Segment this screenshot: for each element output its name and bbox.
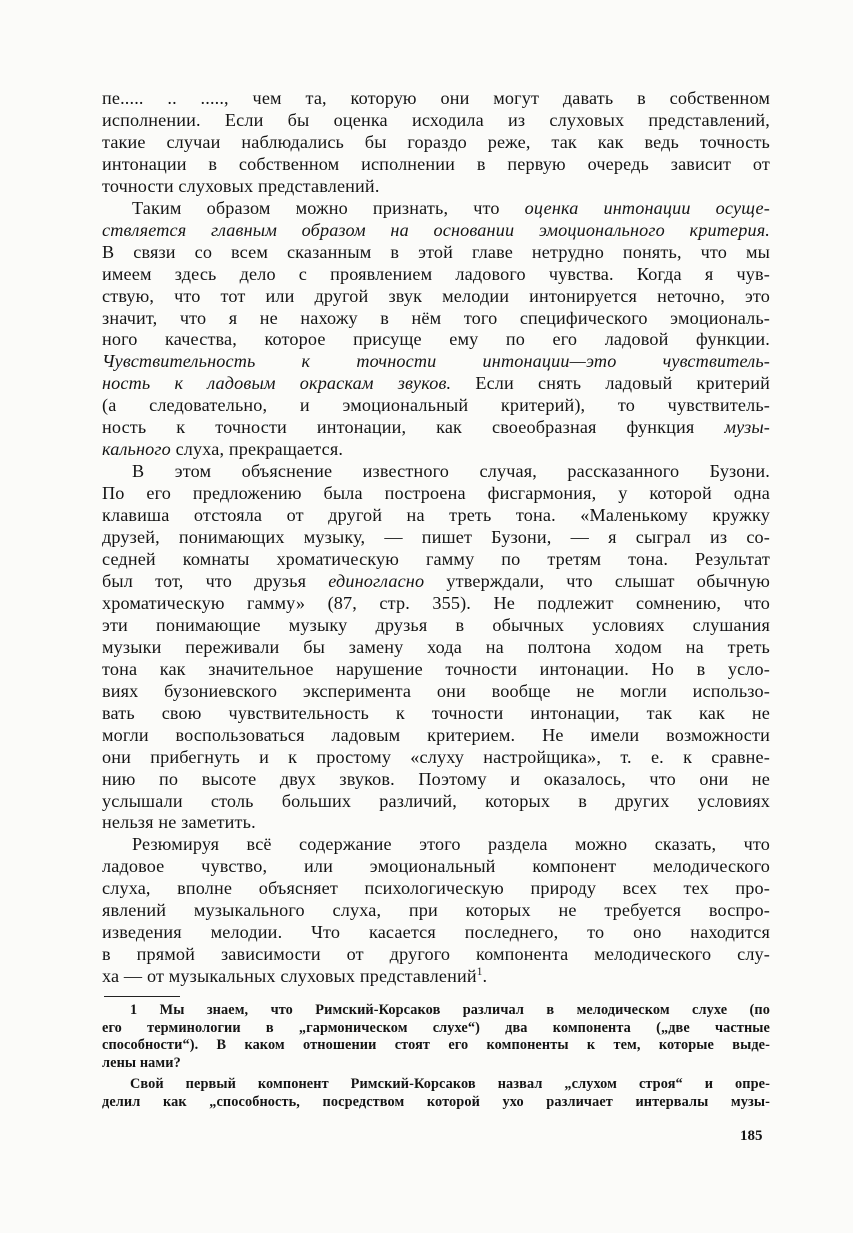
text-line: эти понимающие музыку друзья в обычных условиях слушания <box>102 614 770 635</box>
page-number: 185 <box>740 1128 763 1144</box>
footnote-line: делил как „способность, посредством которой ухо различает интервалы музы- <box>102 1093 770 1110</box>
text-line: музыки переживали бы замену хода на полтона ходом на треть <box>102 636 770 657</box>
text-line: точности слуховых представлений. <box>102 175 380 196</box>
text-line: Чувствительность к точности интонации—это чувствитель- <box>102 351 770 372</box>
footnote-1 <box>102 1002 770 1072</box>
text-line: Резюмируя всё содержание этого раздела можно сказать, что <box>132 834 770 855</box>
text-line: был тот, что друзья единогласно утверждали, что слышат обычную <box>102 570 770 591</box>
footnote-line: лены нами? <box>102 1054 181 1071</box>
text-line: седней комнаты хроматическую гамму по третям тона. Результат <box>102 549 770 570</box>
text-line: могли воспользоваться ладовым критерием. Не имели возможности <box>102 724 770 745</box>
text-line: хроматическую гамму» (87, стр. 355). Не подлежит сомнению, что <box>102 592 770 613</box>
text-line: В связи со всем сказанным в этой главе нетрудно понять, что мы <box>102 241 770 262</box>
text-line: клавиша отстояла от другой на треть тона. «Маленькому кружку <box>102 505 770 526</box>
text-line: В этом объяснение известного случая, рассказанного Бузони. <box>132 461 770 482</box>
footnote-mark: 1 <box>476 966 483 979</box>
footnote-line: Свой первый компонент Римский-Корсаков назвал „слухом строя“ и опре- <box>130 1076 770 1093</box>
main-text <box>102 88 770 988</box>
paragraph-2 <box>102 198 770 461</box>
text-line: такие случаи наблюдались бы гораздо реже, так как ведь точность <box>102 131 770 152</box>
text-line: пе..... .. ....., чем та, которую они могут давать в собственном <box>102 88 770 108</box>
text-line: значит, что я не нахожу в нём того специфического эмоциональ- <box>102 307 770 328</box>
text-line: услышали столь больших различий, которых в других условиях <box>102 790 770 811</box>
text-line: нию по высоте двух звуков. Поэтому и оказалось, что они не <box>102 768 770 789</box>
text-line: слуха, вполне объясняет психологическую природу всех тех про- <box>102 878 770 899</box>
footnote-line: способности“). В каком отношении стоят его компоненты к тем, которые выде- <box>102 1037 770 1054</box>
text-line: друзей, понимающих музыку, — пишет Бузони, — я сыграл из со- <box>102 527 770 548</box>
footnote-1-continuation <box>102 1076 770 1111</box>
text-line: ладовое чувство, или эмоциональный компонент мелодического <box>102 856 770 877</box>
text-line: явлений музыкального слуха, при которых не требуется воспро- <box>102 900 770 921</box>
text-line: Таким образом можно признать, что оценка интонации осуще- <box>132 197 770 218</box>
footnotes <box>102 1002 770 1112</box>
paragraph-3 <box>102 461 770 834</box>
text-line: вать свою чувствительность к точности интонации, так как не <box>102 702 770 723</box>
footnote-line: его терминологии в „гармоническом слухе“) два компонента („две частные <box>102 1019 770 1036</box>
text-line: интонации в собственном исполнении в первую очередь зависит от <box>102 153 770 174</box>
paragraph-1 <box>102 88 770 198</box>
text-line: нельзя не заметить. <box>102 812 256 833</box>
text-line: ность к точности интонации, как своеобразная функция музы- <box>102 417 770 438</box>
text-line: тона как значительное нарушение точности интонации. Но в усло- <box>102 658 770 679</box>
text-line: имеем здесь дело с проявлением ладового чувства. Когда я чув- <box>102 263 770 284</box>
text-line: ность к ладовым окраскам звуков. Если снять ладовый критерий <box>102 373 770 394</box>
text-line: кального слуха, прекращается. <box>102 439 344 460</box>
text-line: ствую, что тот или другой звук мелодии интонируется неточно, это <box>102 285 770 306</box>
text-line: исполнении. Если бы оценка исходила из слуховых представлений, <box>102 109 770 130</box>
text-line: изведения мелодии. Что касается последнего, то оно находится <box>102 922 770 943</box>
footnote-divider <box>104 996 180 997</box>
text-line: По его предложению была построена фисгармония, у которой одна <box>102 483 770 504</box>
text-line: ствляется главным образом на основании эмоционального критерия. <box>102 219 770 240</box>
text-line: ного качества, которое присуще ему по его ладовой функции. <box>102 329 770 350</box>
text-line: ха — от музыкальных слуховых представлений$^1$. <box>102 966 488 987</box>
text-line: они прибегнуть и к простому «слуху настройщика», т. е. к сравне- <box>102 746 770 767</box>
text-line: (а следовательно, и эмоциональный критерий), то чувствитель- <box>102 395 770 416</box>
text-line: виях бузониевского эксперимента они вообще не могли использо- <box>102 680 770 701</box>
footnote-line: 1 Мы знаем, что Римский-Корсаков различал в мелодическом слухе (по <box>130 1002 770 1018</box>
text-line: в прямой зависимости от другого компонента мелодического слу- <box>102 944 770 965</box>
paragraph-4 <box>102 834 770 988</box>
